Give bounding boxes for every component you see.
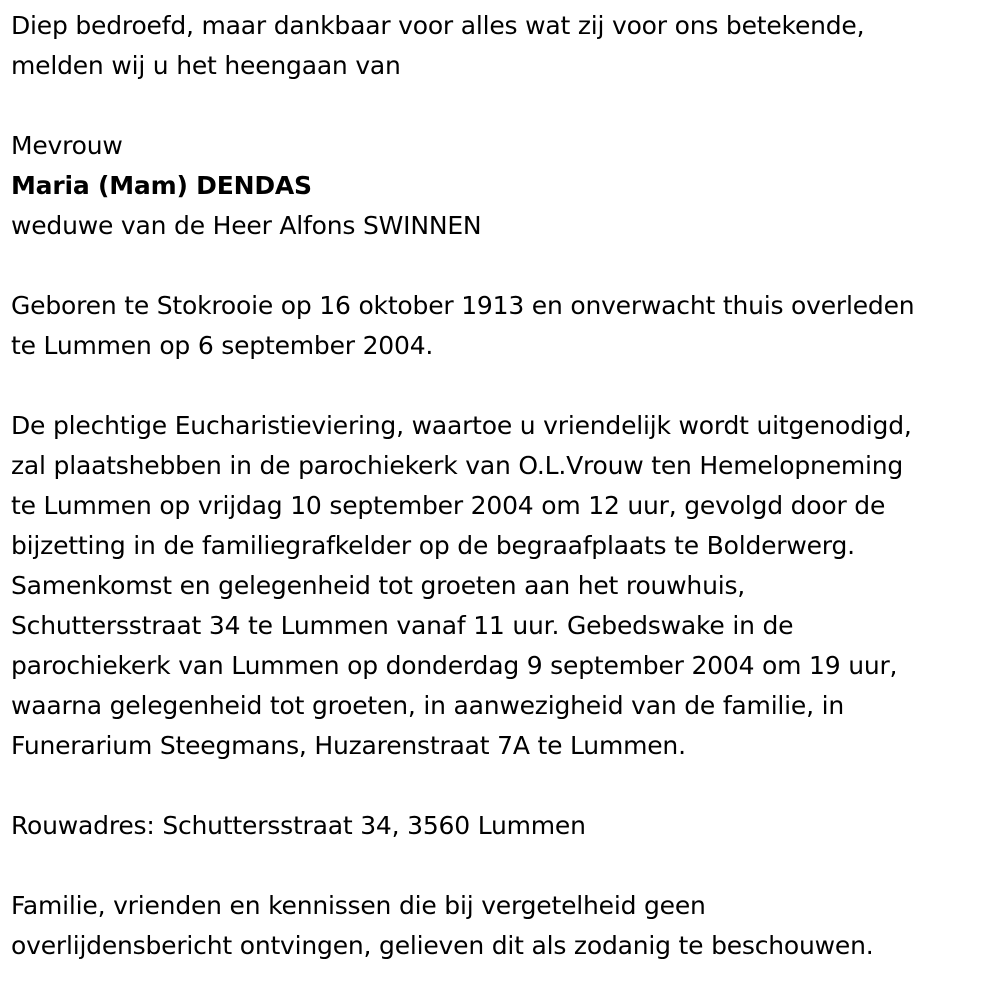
ceremony-line: zal plaatshebben in de parochiekerk van O.L.Vrouw ten Hemelopneming bbox=[11, 451, 904, 480]
intro-line: Diep bedroefd, maar dankbaar voor alles wat zij voor ons betekende, bbox=[11, 11, 865, 40]
paragraph-spacer bbox=[11, 766, 996, 806]
title-prefix: Mevrouw bbox=[11, 131, 123, 160]
closing-line: overlijdensbericht ontvingen, gelieven dit als zodanig te beschouwen. bbox=[11, 931, 874, 960]
paragraph-spacer bbox=[11, 846, 996, 886]
paragraph-spacer bbox=[11, 366, 996, 406]
ceremony-line: parochiekerk van Lummen op donderdag 9 september 2004 om 19 uur, bbox=[11, 651, 898, 680]
obituary-document bbox=[11, 6, 996, 966]
ceremony-line: Funerarium Steegmans, Huzarenstraat 7A te Lummen. bbox=[11, 731, 686, 760]
ceremony-line: De plechtige Eucharistieviering, waartoe u vriendelijk wordt uitgenodigd, bbox=[11, 411, 912, 440]
intro-line: melden wij u het heengaan van bbox=[11, 51, 401, 80]
ceremony-line: Schuttersstraat 34 te Lummen vanaf 11 uur. Gebedswake in de bbox=[11, 611, 794, 640]
ceremony-line: te Lummen op vrijdag 10 september 2004 om 12 uur, gevolgd door de bbox=[11, 491, 886, 520]
ceremony-line: waarna gelegenheid tot groeten, in aanwezigheid van de familie, in bbox=[11, 691, 844, 720]
ceremony-paragraph bbox=[11, 406, 996, 766]
birth-death-paragraph bbox=[11, 286, 996, 366]
ceremony-line: bijzetting in de familiegrafkelder op de begraafplaats te Bolderwerg. bbox=[11, 531, 855, 560]
birth-death-line: te Lummen op 6 september 2004. bbox=[11, 331, 434, 360]
closing-line: Familie, vrienden en kennissen die bij vergetelheid geen bbox=[11, 891, 706, 920]
closing-paragraph bbox=[11, 886, 996, 966]
paragraph-spacer bbox=[11, 86, 996, 126]
paragraph-spacer bbox=[11, 246, 996, 286]
spouse-line: weduwe van de Heer Alfons SWINNEN bbox=[11, 211, 482, 240]
ceremony-line: Samenkomst en gelegenheid tot groeten aan het rouwhuis, bbox=[11, 571, 746, 600]
deceased-name: Maria (Mam) DENDAS bbox=[11, 171, 312, 200]
intro-paragraph bbox=[11, 6, 996, 86]
birth-death-line: Geboren te Stokrooie op 16 oktober 1913 en onverwacht thuis overleden bbox=[11, 291, 915, 320]
deceased-block bbox=[11, 126, 996, 246]
mourning-address: Rouwadres: Schuttersstraat 34, 3560 Lummen bbox=[11, 811, 586, 840]
